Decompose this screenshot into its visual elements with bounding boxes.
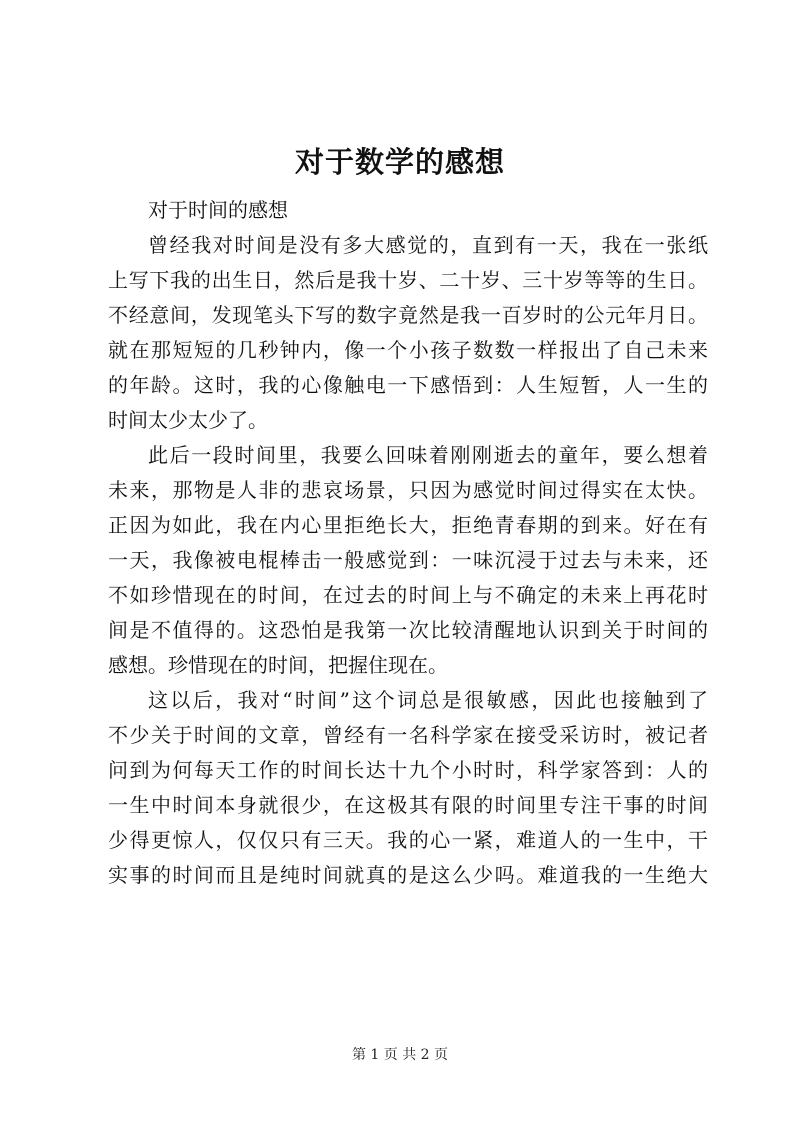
text-line: 时间太少太少了。 [108,408,268,432]
text-line: 感想。珍惜现在的时间，把握住现在。 [108,653,448,677]
text-line: 此后一段时间里，我要么回味着刚刚逝去的童年，要么想着 [148,443,708,467]
text-line: 少得更惊人，仅仅只有三天。我的心一紧，难道人的一生中，干 [108,828,708,852]
document-body [108,193,708,893]
text-line: 问到为何每天工作的时间长达十九个小时时，科学家答到：人的 [108,758,708,782]
page-number: 第 1 页 共 2 页 [351,1047,449,1063]
paragraph-3 [108,683,708,893]
text-line: 就在那短短的几秒钟内，像一个小孩子数数一样报出了自己未来 [108,338,708,362]
text-line: 上写下我的出生日，然后是我十岁、二十岁、三十岁等等的生日。 [108,268,708,292]
text-line: 间是不值得的。这恐怕是我第一次比较清醒地认识到关于时间的 [108,618,708,642]
text-line: 不经意间，发现笔头下写的数字竟然是我一百岁时的公元年月日。 [108,303,708,327]
text-line: 一天，我像被电棍棒击一般感觉到：一味沉浸于过去与未来，还 [108,548,708,572]
text-line: 不少关于时间的文章，曾经有一名科学家在接受采访时，被记者 [108,723,708,747]
paragraph-1 [108,228,708,438]
text-line: 的年龄。这时，我的心像触电一下感悟到：人生短暂，人一生的 [108,373,708,397]
text-line: 一生中时间本身就很少，在这极其有限的时间里专注干事的时间 [108,793,708,817]
document-subtitle: 对于时间的感想 [148,198,288,222]
document-title: 对于数学的感想 [294,145,505,179]
text-line: 不如珍惜现在的时间，在过去的时间上与不确定的未来上再花时 [108,583,708,607]
text-line: 正因为如此，我在内心里拒绝长大，拒绝青春期的到来。好在有 [108,513,708,537]
text-line: 未来，那物是人非的悲哀场景，只因为感觉时间过得实在太快。 [108,478,708,502]
text-line: 这以后，我对“时间”这个词总是很敏感，因此也接触到了 [148,688,708,712]
text-line: 曾经我对时间是没有多大感觉的，直到有一天，我在一张纸 [148,233,708,257]
text-line: 实事的时间而且是纯时间就真的是这么少吗。难道我的一生绝大 [108,863,708,887]
paragraph-2 [108,438,708,683]
